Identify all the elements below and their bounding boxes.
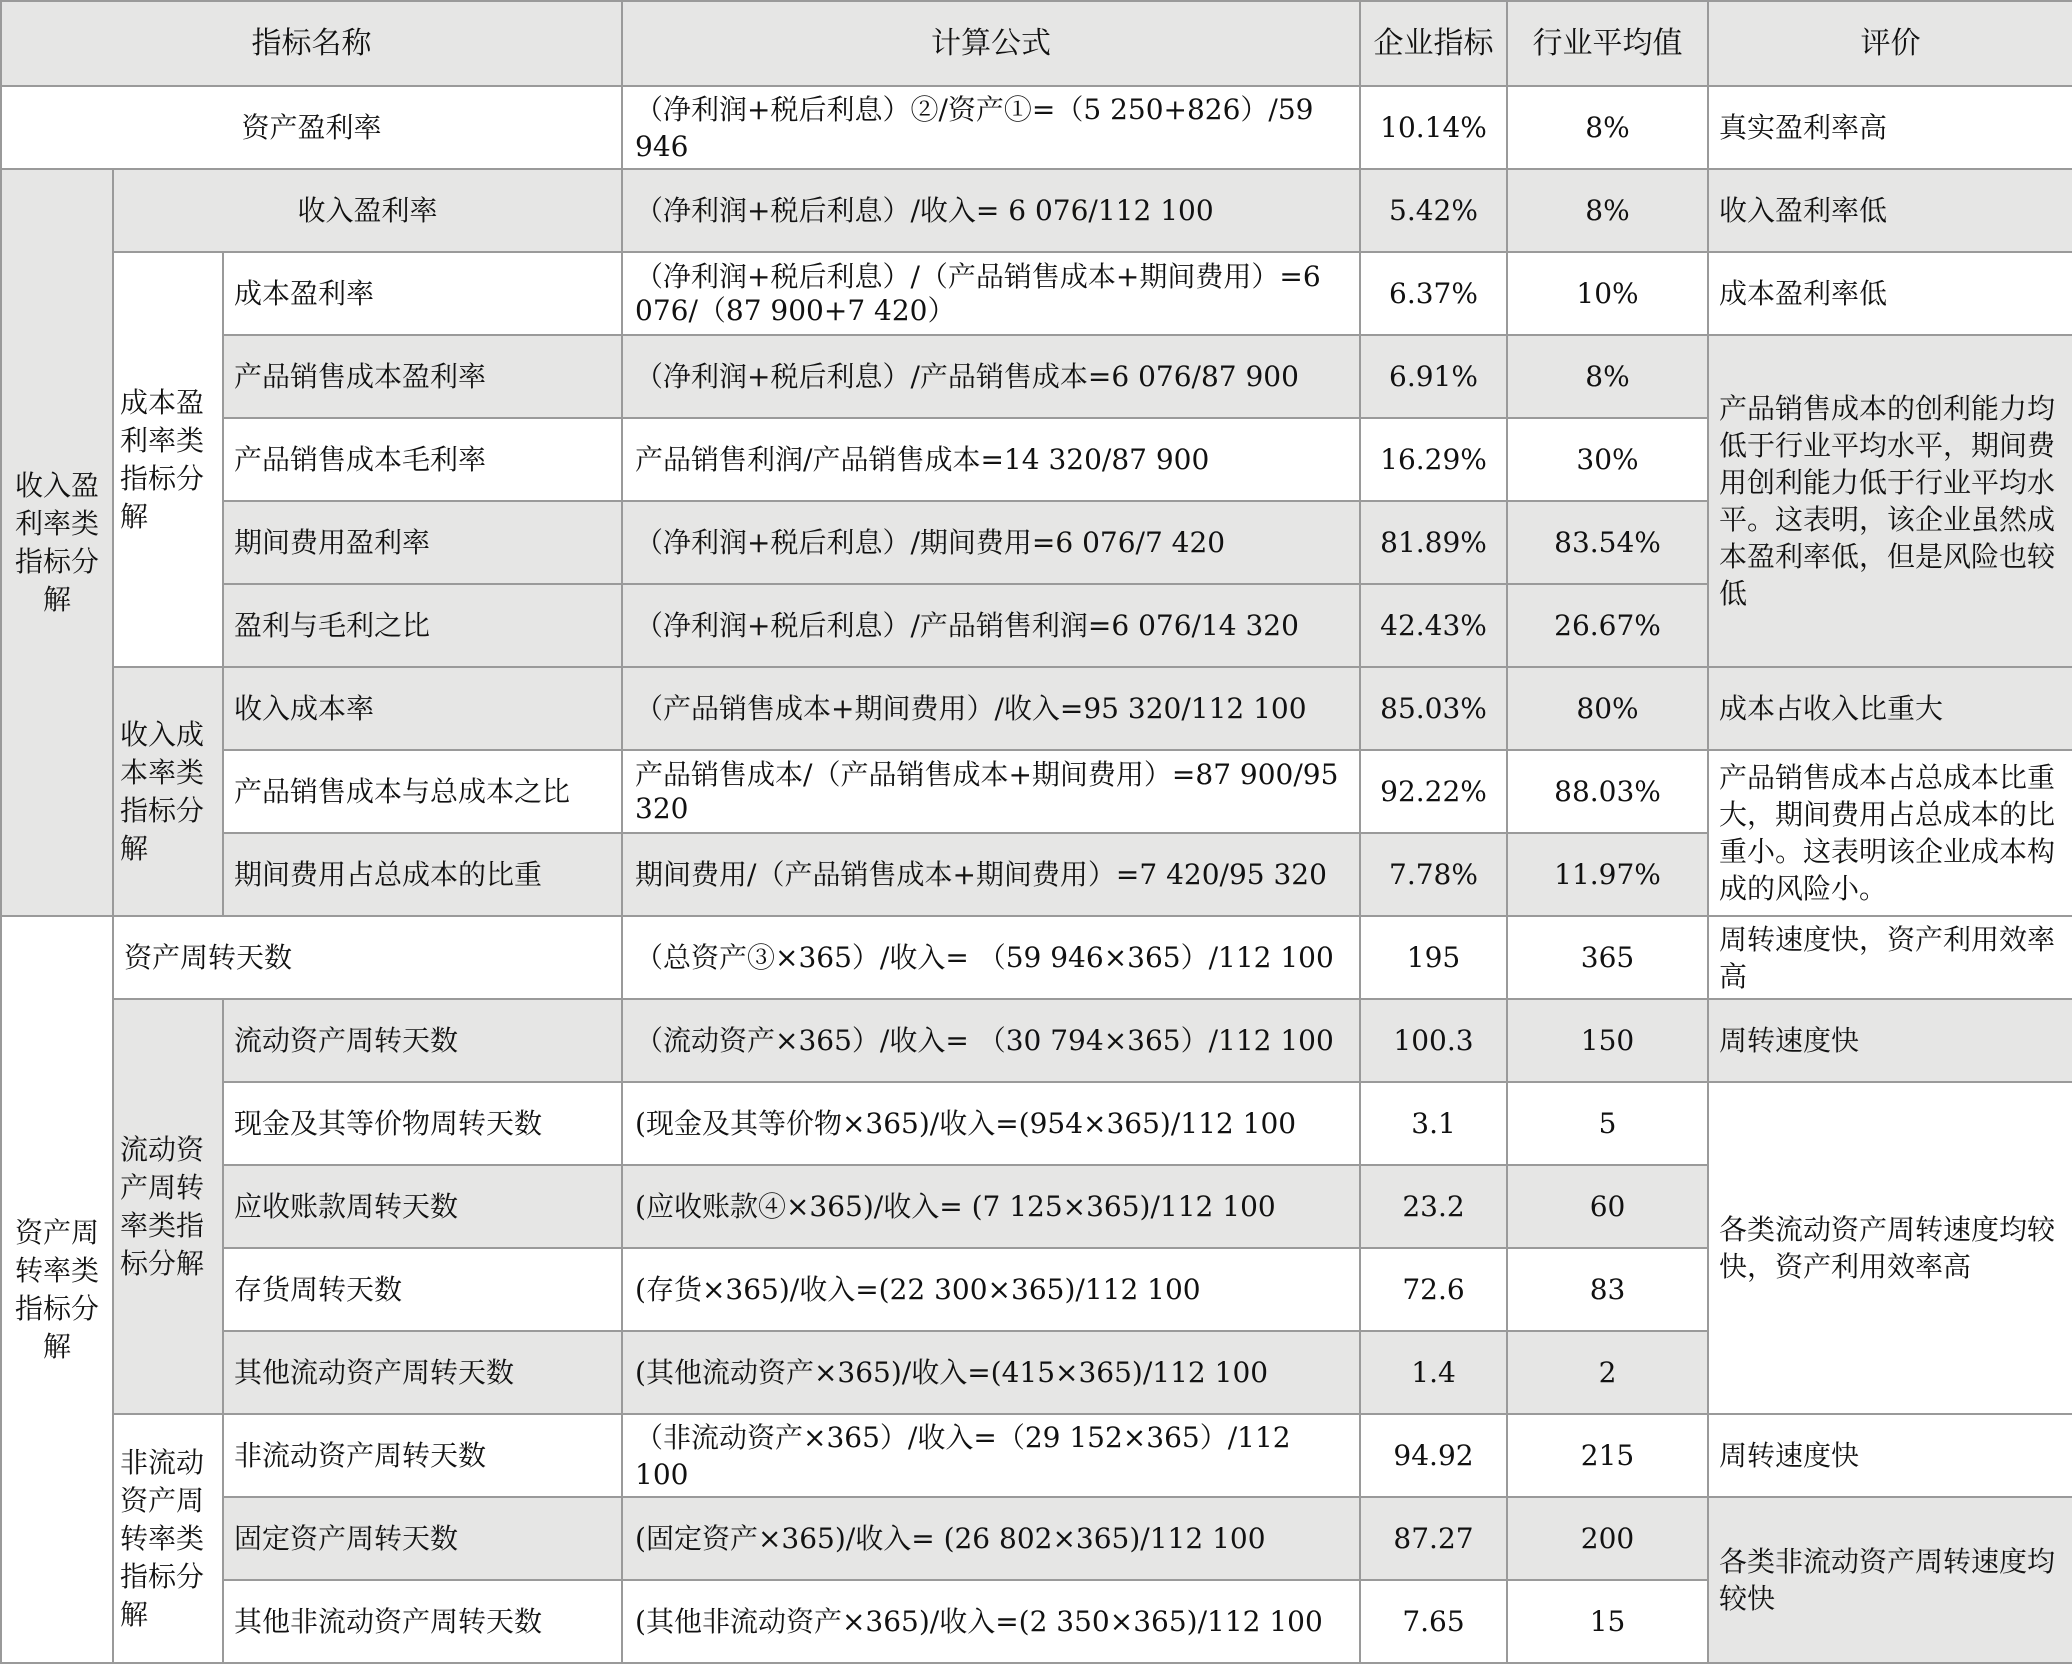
indicator-name: 产品销售成本与总成本之比 [223,750,622,833]
industry-value: 2 [1507,1331,1708,1414]
formula-cell: 产品销售成本/（产品销售成本+期间费用）=87 900/95 320 [622,750,1360,833]
evaluation-merged-cost-profit: 产品销售成本的创利能力均低于行业平均水平，期间费用创利能力低于行业平均水平。这表明，该企业虽然成本盈利率低，但是风险也较低 [1708,335,2072,667]
table-row [1,999,2072,1082]
industry-value: 8% [1507,335,1708,418]
indicator-name: 固定资产周转天数 [223,1497,622,1580]
indicator-name: 成本盈利率 [223,252,622,335]
formula-cell: 产品销售利润/产品销售成本=14 320/87 900 [622,418,1360,501]
table-row [1,252,2072,335]
industry-value: 15 [1507,1580,1708,1663]
subcategory-cost-profit: 成本盈利率类指标分解 [113,252,223,667]
industry-value: 60 [1507,1165,1708,1248]
formula-cell: （净利润+税后利息）/（产品销售成本+期间费用）=6 076/（87 900+7 420） [622,252,1360,335]
indicator-name: 盈利与毛利之比 [223,584,622,667]
company-value: 7.78% [1360,833,1507,916]
formula-cell: （非流动资产×365）/收入=（29 152×365）/112 100 [622,1414,1360,1497]
evaluation-cell: 周转速度快，资产利用效率高 [1708,916,2072,999]
company-value: 5.42% [1360,169,1507,252]
formula-cell: (固定资产×365)/收入= (26 802×365)/112 100 [622,1497,1360,1580]
indicator-name: 产品销售成本毛利率 [223,418,622,501]
company-value: 42.43% [1360,584,1507,667]
indicator-name: 其他流动资产周转天数 [223,1331,622,1414]
category-income-profit: 收入盈利率类指标分解 [1,169,113,916]
industry-value: 200 [1507,1497,1708,1580]
industry-value: 88.03% [1507,750,1708,833]
indicator-name: 资产盈利率 [1,86,622,169]
evaluation-cell: 成本占收入比重大 [1708,667,2072,750]
table-row [1,86,2072,169]
subcategory-noncurrent-asset: 非流动资产周转率类指标分解 [113,1414,223,1663]
company-value: 10.14% [1360,86,1507,169]
industry-value: 11.97% [1507,833,1708,916]
industry-value: 83.54% [1507,501,1708,584]
table-row [1,335,2072,418]
formula-cell: (应收账款④×365)/收入= (7 125×365)/112 100 [622,1165,1360,1248]
company-value: 81.89% [1360,501,1507,584]
company-value: 6.37% [1360,252,1507,335]
formula-cell: 期间费用/（产品销售成本+期间费用）=7 420/95 320 [622,833,1360,916]
company-value: 16.29% [1360,418,1507,501]
company-value: 85.03% [1360,667,1507,750]
subcategory-current-asset: 流动资产周转率类指标分解 [113,999,223,1414]
industry-value: 365 [1507,916,1708,999]
industry-value: 83 [1507,1248,1708,1331]
company-value: 92.22% [1360,750,1507,833]
formula-cell: （产品销售成本+期间费用）/收入=95 320/112 100 [622,667,1360,750]
company-value: 23.2 [1360,1165,1507,1248]
table-row [1,1414,2072,1497]
table-header-row [1,1,2072,86]
indicator-name: 流动资产周转天数 [223,999,622,1082]
indicator-name: 期间费用盈利率 [223,501,622,584]
indicator-name: 非流动资产周转天数 [223,1414,622,1497]
table-row [1,667,2072,750]
evaluation-cell: 收入盈利率低 [1708,169,2072,252]
header-evaluation: 评价 [1708,1,2072,86]
company-value: 1.4 [1360,1331,1507,1414]
company-value: 6.91% [1360,335,1507,418]
formula-cell: (其他流动资产×365)/收入=(415×365)/112 100 [622,1331,1360,1414]
table-row [1,1082,2072,1165]
formula-cell: （净利润+税后利息）/期间费用=6 076/7 420 [622,501,1360,584]
company-value: 72.6 [1360,1248,1507,1331]
header-industry-average: 行业平均值 [1507,1,1708,86]
industry-value: 30% [1507,418,1708,501]
indicator-name: 现金及其等价物周转天数 [223,1082,622,1165]
indicator-name: 资产周转天数 [113,916,622,999]
header-indicator-name: 指标名称 [1,1,622,86]
industry-value: 215 [1507,1414,1708,1497]
company-value: 94.92 [1360,1414,1507,1497]
company-value: 3.1 [1360,1082,1507,1165]
industry-value: 10% [1507,252,1708,335]
company-value: 195 [1360,916,1507,999]
evaluation-cell: 真实盈利率高 [1708,86,2072,169]
subcategory-income-cost: 收入成本率类指标分解 [113,667,223,916]
indicator-name: 存货周转天数 [223,1248,622,1331]
formula-cell: （净利润+税后利息）/产品销售利润=6 076/14 320 [622,584,1360,667]
table-row [1,750,2072,833]
indicator-name: 产品销售成本盈利率 [223,335,622,418]
evaluation-merged-noncurrent-asset: 各类非流动资产周转速度均较快 [1708,1497,2072,1663]
industry-value: 80% [1507,667,1708,750]
indicator-name: 收入盈利率 [113,169,622,252]
formula-cell: (现金及其等价物×365)/收入=(954×365)/112 100 [622,1082,1360,1165]
evaluation-cell: 周转速度快 [1708,1414,2072,1497]
indicator-name: 应收账款周转天数 [223,1165,622,1248]
company-value: 7.65 [1360,1580,1507,1663]
category-asset-turnover: 资产周转率类指标分解 [1,916,113,1663]
industry-value: 26.67% [1507,584,1708,667]
company-value: 100.3 [1360,999,1507,1082]
industry-value: 8% [1507,86,1708,169]
indicator-name: 其他非流动资产周转天数 [223,1580,622,1663]
formula-cell: (其他非流动资产×365)/收入=(2 350×365)/112 100 [622,1580,1360,1663]
formula-cell: （净利润+税后利息）/产品销售成本=6 076/87 900 [622,335,1360,418]
table-row [1,916,2072,999]
evaluation-merged-cost-structure: 产品销售成本占总成本比重大，期间费用占总成本的比重小。这表明该企业成本构成的风险小。 [1708,750,2072,916]
table-row [1,169,2072,252]
evaluation-merged-current-asset: 各类流动资产周转速度均较快，资产利用效率高 [1708,1082,2072,1414]
company-value: 87.27 [1360,1497,1507,1580]
industry-value: 8% [1507,169,1708,252]
formula-cell: （净利润+税后利息）②/资产①=（5 250+826）/59 946 [622,86,1360,169]
header-company-value: 企业指标 [1360,1,1507,86]
table-row [1,1497,2072,1580]
evaluation-cell: 成本盈利率低 [1708,252,2072,335]
indicator-name: 收入成本率 [223,667,622,750]
indicator-name: 期间费用占总成本的比重 [223,833,622,916]
industry-value: 5 [1507,1082,1708,1165]
formula-cell: （流动资产×365）/收入= （30 794×365）/112 100 [622,999,1360,1082]
evaluation-cell: 周转速度快 [1708,999,2072,1082]
header-formula: 计算公式 [622,1,1360,86]
formula-cell: （总资产③×365）/收入= （59 946×365）/112 100 [622,916,1360,999]
formula-cell: （净利润+税后利息）/收入= 6 076/112 100 [622,169,1360,252]
industry-value: 150 [1507,999,1708,1082]
formula-cell: (存货×365)/收入=(22 300×365)/112 100 [622,1248,1360,1331]
